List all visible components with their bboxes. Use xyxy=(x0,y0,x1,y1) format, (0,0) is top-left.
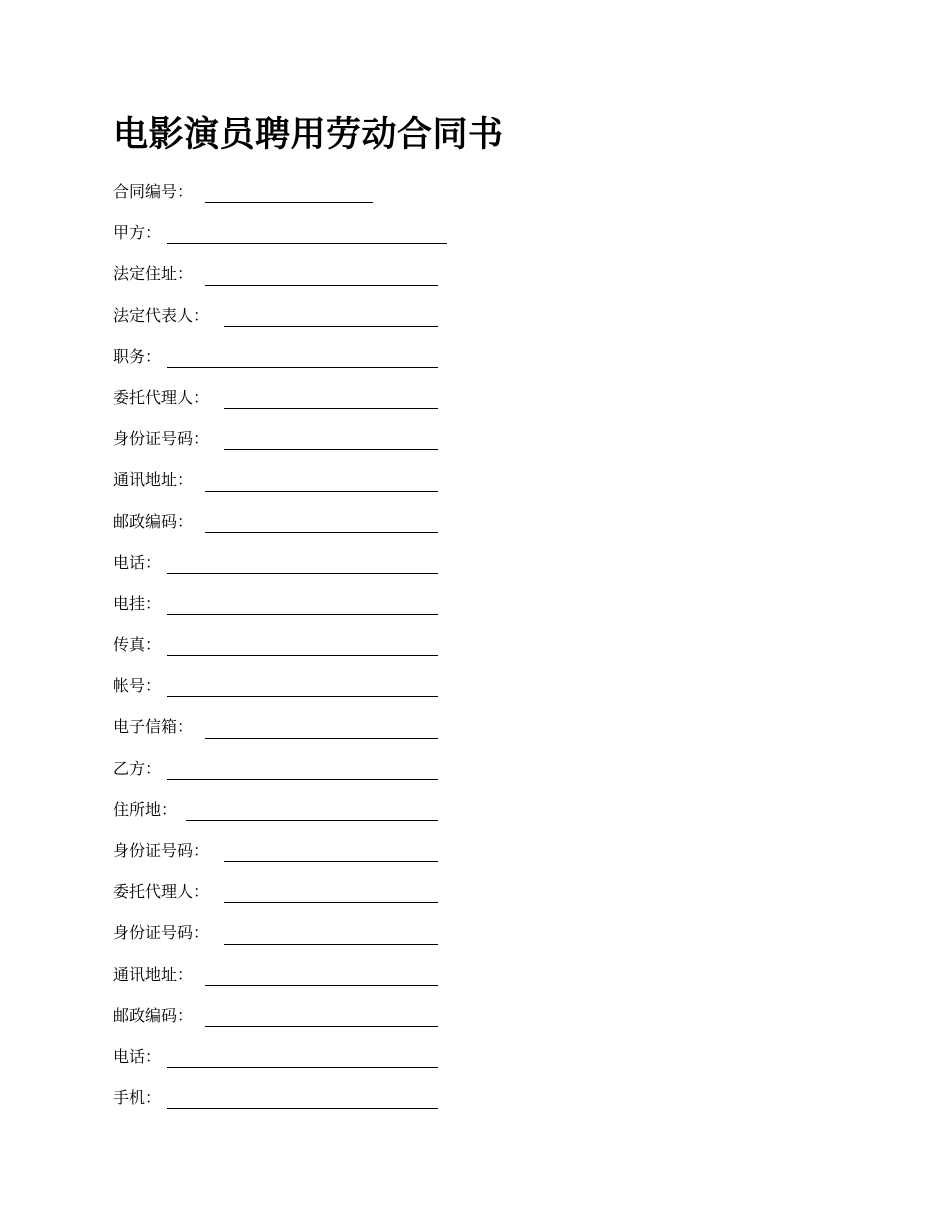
field-mobile-b xyxy=(113,1082,473,1123)
field-mailing-address-b xyxy=(113,959,473,1000)
field-postal-code xyxy=(113,506,473,547)
field-label: 身份证号码： xyxy=(113,429,210,449)
blank-line xyxy=(205,1000,438,1041)
blank-line xyxy=(205,506,438,547)
field-fax xyxy=(113,629,473,670)
field-party-b xyxy=(113,753,473,794)
blank-line xyxy=(224,423,438,464)
field-contract-number xyxy=(113,176,473,217)
field-label: 甲方： xyxy=(113,223,162,243)
field-label: 身份证号码： xyxy=(113,923,210,943)
field-email xyxy=(113,711,473,752)
blank-line xyxy=(167,1041,438,1082)
field-legal-representative xyxy=(113,300,473,341)
blank-line xyxy=(224,382,438,423)
field-agent-b xyxy=(113,876,473,917)
field-agent-id-number-b xyxy=(113,917,473,958)
blank-line xyxy=(167,588,438,629)
field-party-a xyxy=(113,217,473,258)
field-label: 邮政编码： xyxy=(113,511,194,531)
field-label: 手机： xyxy=(113,1088,162,1108)
field-label: 电话： xyxy=(113,1046,162,1066)
field-label: 委托代理人： xyxy=(113,882,210,902)
blank-line xyxy=(167,670,438,711)
field-postal-code-b xyxy=(113,1000,473,1041)
field-position xyxy=(113,341,473,382)
field-id-number-b xyxy=(113,835,473,876)
field-label: 邮政编码： xyxy=(113,1005,194,1025)
field-label: 通讯地址： xyxy=(113,964,194,984)
blank-line xyxy=(167,629,438,670)
blank-line xyxy=(224,835,438,876)
field-label: 电话： xyxy=(113,552,162,572)
field-label: 电子信箱： xyxy=(113,717,194,737)
field-label: 通讯地址： xyxy=(113,470,194,490)
blank-line xyxy=(205,258,438,299)
field-label: 法定代表人： xyxy=(113,305,210,325)
blank-line xyxy=(224,300,438,341)
blank-line xyxy=(224,917,438,958)
blank-line xyxy=(205,464,438,505)
blank-line xyxy=(205,176,373,217)
blank-line xyxy=(224,876,438,917)
field-label: 委托代理人： xyxy=(113,387,210,407)
field-label: 法定住址： xyxy=(113,264,194,284)
field-label: 身份证号码： xyxy=(113,841,210,860)
field-phone-b xyxy=(113,1041,473,1082)
field-phone xyxy=(113,547,473,588)
field-label: 乙方： xyxy=(113,758,162,778)
blank-line xyxy=(167,753,438,794)
field-mailing-address xyxy=(113,464,473,505)
field-cable xyxy=(113,588,473,629)
document-title: 电影演员聘用劳动合同书 xyxy=(113,115,504,155)
blank-line xyxy=(167,1082,438,1123)
blank-line xyxy=(205,959,438,1000)
field-agent xyxy=(113,382,473,423)
field-id-number xyxy=(113,423,473,464)
field-label: 合同编号： xyxy=(113,182,194,201)
blank-line xyxy=(167,547,438,588)
blank-line xyxy=(167,217,447,258)
blank-line xyxy=(167,341,438,382)
field-legal-address xyxy=(113,258,473,299)
contract-fields xyxy=(113,176,473,1123)
blank-line xyxy=(205,711,438,752)
field-label: 帐号： xyxy=(113,676,162,696)
field-account xyxy=(113,670,473,711)
blank-line xyxy=(186,794,438,835)
field-residence xyxy=(113,794,473,835)
field-label: 电挂： xyxy=(113,593,162,613)
field-label: 传真： xyxy=(113,635,162,655)
field-label: 职务： xyxy=(113,346,162,366)
field-label: 住所地： xyxy=(113,799,178,819)
